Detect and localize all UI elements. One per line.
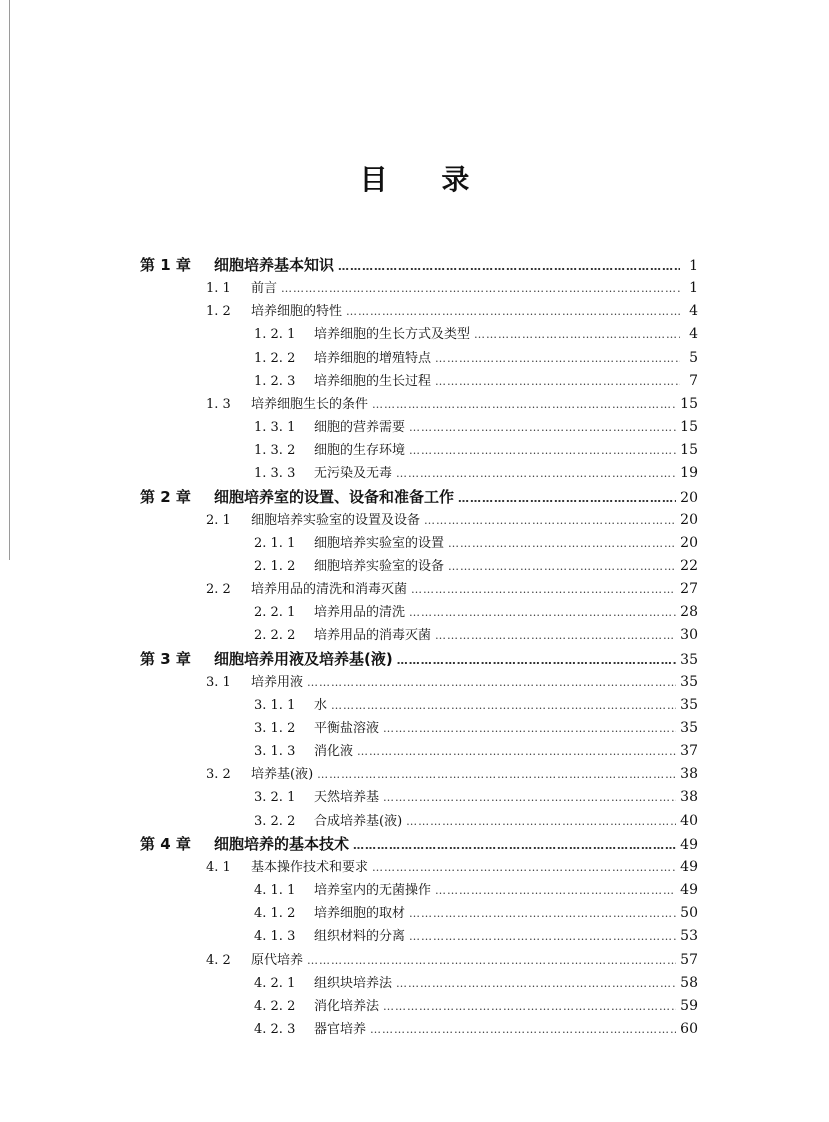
toc-dot-leader	[406, 815, 676, 828]
toc-dot-leader	[396, 467, 676, 480]
toc-subsection-entry[interactable]	[254, 462, 698, 484]
toc-dot-leader	[372, 398, 676, 411]
toc-entry-title: 天然培养基	[314, 790, 380, 805]
toc-entry-number: 1. 2	[206, 304, 231, 319]
toc-entry-number: 1. 3	[206, 397, 231, 412]
toc-page-number: 1	[689, 280, 698, 296]
page-edge-line	[9, 0, 10, 560]
toc-entry-number: 4. 2. 3	[254, 1022, 296, 1037]
toc-page-number: 38	[680, 789, 698, 805]
toc-subsection-entry[interactable]	[254, 1018, 698, 1040]
toc-entry-title: 细胞的营养需要	[314, 420, 406, 435]
toc-entry-number: 1. 3. 1	[254, 420, 296, 435]
toc-entry-number: 1. 2. 3	[254, 374, 296, 389]
toc-entry-number: 3. 1	[206, 675, 231, 690]
toc-subsection-entry[interactable]	[254, 786, 698, 808]
toc-entry-title: 细胞培养实验室的设置	[314, 536, 445, 551]
toc-page-number: 22	[680, 558, 698, 574]
toc-page-number: 50	[680, 905, 698, 921]
toc-subsection-entry[interactable]	[254, 323, 698, 345]
toc-entry-number: 1. 3. 3	[254, 466, 296, 481]
toc-entry-title: 培养用品的清洗和消毒灭菌	[251, 582, 408, 597]
toc-entry-number: 1. 2. 2	[254, 351, 296, 366]
toc-dot-leader	[353, 839, 676, 852]
toc-dot-leader	[424, 514, 676, 527]
toc-page-number: 37	[680, 743, 698, 759]
toc-entry-title: 培养细胞的生长过程	[314, 374, 432, 389]
toc-section-entry[interactable]	[206, 763, 698, 785]
toc-page-number: 30	[680, 627, 698, 643]
toc-entry-number: 1. 1	[206, 281, 231, 296]
toc-page-number: 20	[680, 535, 698, 551]
toc-entry-title: 细胞培养的基本技术	[214, 835, 350, 853]
toc-subsection-entry[interactable]	[254, 370, 698, 392]
toc-section-entry[interactable]	[206, 509, 698, 531]
toc-dot-leader	[474, 328, 680, 341]
toc-entry-title: 消化液	[314, 744, 354, 759]
toc-page-number: 20	[680, 490, 698, 506]
toc-entry-number: 3. 2. 2	[254, 814, 296, 829]
toc-entry-title: 细胞的生存环境	[314, 443, 406, 458]
toc-page-number: 60	[680, 1021, 698, 1037]
toc-entry-title: 平衡盐溶液	[314, 721, 380, 736]
toc-page-number: 58	[680, 975, 698, 991]
toc-dot-leader	[409, 907, 676, 920]
toc-entry-number: 3. 2. 1	[254, 790, 296, 805]
toc-page-number: 35	[680, 720, 698, 736]
toc-page-number: 1	[689, 258, 698, 274]
toc-dot-leader	[357, 745, 676, 758]
toc-subsection-entry[interactable]	[254, 740, 698, 762]
toc-entry-title: 培养室内的无菌操作	[314, 883, 432, 898]
toc-page-number: 4	[689, 326, 698, 342]
toc-section-entry[interactable]	[206, 949, 698, 971]
toc-dot-leader	[409, 444, 676, 457]
toc-section-entry[interactable]	[206, 300, 698, 322]
toc-entry-number: 4. 1	[206, 860, 231, 875]
toc-dot-leader	[372, 861, 676, 874]
toc-chapter-entry[interactable]	[140, 486, 698, 508]
toc-subsection-entry[interactable]	[254, 624, 698, 646]
toc-page-number: 57	[680, 952, 698, 968]
toc-section-entry[interactable]	[206, 856, 698, 878]
toc-entry-title: 原代培养	[251, 953, 304, 968]
toc-dot-leader	[435, 352, 680, 365]
toc-page-number: 40	[680, 813, 698, 829]
toc-page-number: 35	[680, 652, 698, 668]
toc-dot-leader	[458, 492, 676, 505]
toc-dot-leader	[409, 606, 676, 619]
toc-page-number: 28	[680, 604, 698, 620]
toc-page-number: 15	[680, 442, 698, 458]
toc-section-entry[interactable]	[206, 277, 698, 299]
toc-page-number: 35	[680, 697, 698, 713]
toc-entry-title: 培养用品的消毒灭菌	[314, 628, 432, 643]
toc-entry-title: 培养基(液)	[251, 767, 314, 782]
toc-entry-title: 细胞培养用液及培养基(液)	[214, 650, 393, 668]
toc-subsection-entry[interactable]	[254, 439, 698, 461]
toc-page-number: 59	[680, 998, 698, 1014]
page-title: 目 录	[359, 163, 492, 196]
toc-dot-leader	[338, 260, 680, 273]
toc-entry-number: 第 1 章	[140, 256, 191, 274]
toc-entry-number: 4. 1. 1	[254, 883, 296, 898]
toc-dot-leader	[448, 537, 676, 550]
toc-subsection-entry[interactable]	[254, 717, 698, 739]
toc-subsection-entry[interactable]	[254, 972, 698, 994]
toc-entry-title: 无污染及无毒	[314, 466, 393, 481]
toc-entry-number: 2. 1	[206, 513, 231, 528]
toc-dot-leader	[317, 768, 676, 781]
toc-chapter-entry[interactable]	[140, 833, 698, 855]
toc-entry-number: 1. 3. 2	[254, 443, 296, 458]
toc-dot-leader	[307, 954, 676, 967]
toc-page-number: 27	[680, 581, 698, 597]
toc-entry-title: 细胞培养室的设置、设备和准备工作	[214, 488, 455, 506]
toc-section-entry[interactable]	[206, 671, 698, 693]
toc-page-number: 5	[689, 350, 698, 366]
toc-page-number: 49	[680, 882, 698, 898]
toc-chapter-entry[interactable]	[140, 648, 698, 670]
toc-subsection-entry[interactable]	[254, 694, 698, 716]
toc-entry-title: 培养细胞的特性	[251, 304, 343, 319]
toc-dot-leader	[397, 654, 676, 667]
toc-entry-number: 第 2 章	[140, 488, 191, 506]
toc-dot-leader	[281, 282, 680, 295]
toc-dot-leader	[435, 375, 680, 388]
toc-entry-title: 基本操作技术和要求	[251, 860, 369, 875]
toc-entry-title: 细胞培养实验室的设备	[314, 559, 445, 574]
toc-entry-number: 2. 2. 2	[254, 628, 296, 643]
toc-page-number: 19	[680, 465, 698, 481]
toc-entry-number: 4. 2. 2	[254, 999, 296, 1014]
toc-entry-title: 水	[314, 698, 328, 713]
toc-entry-title: 培养细胞的取材	[314, 906, 406, 921]
toc-entry-title: 培养细胞的增殖特点	[314, 351, 432, 366]
toc-subsection-entry[interactable]	[254, 902, 698, 924]
toc-dot-leader	[346, 305, 680, 318]
toc-dot-leader	[383, 791, 676, 804]
toc-entry-title: 细胞培养实验室的设置及设备	[251, 513, 421, 528]
toc-entry-number: 2. 1. 2	[254, 559, 296, 574]
toc-dot-leader	[370, 1023, 676, 1036]
toc-entry-title: 前言	[251, 281, 278, 296]
toc-entry-number: 第 3 章	[140, 650, 191, 668]
toc-entry-number: 4. 2. 1	[254, 976, 296, 991]
toc-entry-title: 器官培养	[314, 1022, 367, 1037]
toc-section-entry[interactable]	[206, 578, 698, 600]
toc-entry-number: 3. 1. 3	[254, 744, 296, 759]
toc-section-entry[interactable]	[206, 393, 698, 415]
toc-page-number: 35	[680, 674, 698, 690]
toc-entry-title: 消化培养法	[314, 999, 380, 1014]
toc-subsection-entry[interactable]	[254, 879, 698, 901]
toc-entry-title: 合成培养基(液)	[314, 814, 403, 829]
toc-entry-title: 培养细胞的生长方式及类型	[314, 327, 471, 342]
toc-entry-title: 培养用品的清洗	[314, 605, 406, 620]
toc-entry-title: 组织材料的分离	[314, 929, 406, 944]
toc-dot-leader	[411, 583, 676, 596]
toc-entry-number: 1. 2. 1	[254, 327, 296, 342]
toc-page-number: 49	[680, 837, 698, 853]
toc-entry-number: 第 4 章	[140, 835, 191, 853]
toc-page-number: 20	[680, 512, 698, 528]
toc-dot-leader	[396, 977, 676, 990]
toc-page-number: 53	[680, 928, 698, 944]
toc-page-number: 7	[689, 373, 698, 389]
toc-subsection-entry[interactable]	[254, 416, 698, 438]
toc-dot-leader	[331, 699, 676, 712]
toc-entry-number: 2. 1. 1	[254, 536, 296, 551]
toc-subsection-entry[interactable]	[254, 601, 698, 623]
toc-subsection-entry[interactable]	[254, 532, 698, 554]
toc-dot-leader	[383, 1000, 676, 1013]
toc-entry-number: 2. 2	[206, 582, 231, 597]
toc-dot-leader	[435, 884, 676, 897]
toc-page-number: 15	[680, 419, 698, 435]
toc-entry-title: 细胞培养基本知识	[214, 256, 335, 274]
toc-subsection-entry[interactable]	[254, 810, 698, 832]
toc-page-number: 38	[680, 766, 698, 782]
toc-entry-title: 组织块培养法	[314, 976, 393, 991]
toc-entry-number: 4. 1. 2	[254, 906, 296, 921]
toc-subsection-entry[interactable]	[254, 925, 698, 947]
toc-chapter-entry[interactable]	[140, 254, 698, 276]
toc-dot-leader	[409, 930, 676, 943]
toc-entry-title: 培养细胞生长的条件	[251, 397, 369, 412]
toc-dot-leader	[383, 722, 676, 735]
toc-entry-number: 4. 1. 3	[254, 929, 296, 944]
toc-subsection-entry[interactable]	[254, 995, 698, 1017]
toc-subsection-entry[interactable]	[254, 347, 698, 369]
toc-entry-number: 3. 2	[206, 767, 231, 782]
toc-page-number: 15	[680, 396, 698, 412]
toc-dot-leader	[409, 421, 676, 434]
toc-dot-leader	[307, 676, 676, 689]
toc-page-number: 4	[689, 303, 698, 319]
toc-page-number: 49	[680, 859, 698, 875]
toc-dot-leader	[435, 629, 676, 642]
toc-entry-number: 3. 1. 1	[254, 698, 296, 713]
toc-dot-leader	[448, 560, 676, 573]
toc-subsection-entry[interactable]	[254, 555, 698, 577]
toc-entry-number: 4. 2	[206, 953, 231, 968]
toc-entry-title: 培养用液	[251, 675, 304, 690]
toc-entry-number: 2. 2. 1	[254, 605, 296, 620]
toc-entry-number: 3. 1. 2	[254, 721, 296, 736]
